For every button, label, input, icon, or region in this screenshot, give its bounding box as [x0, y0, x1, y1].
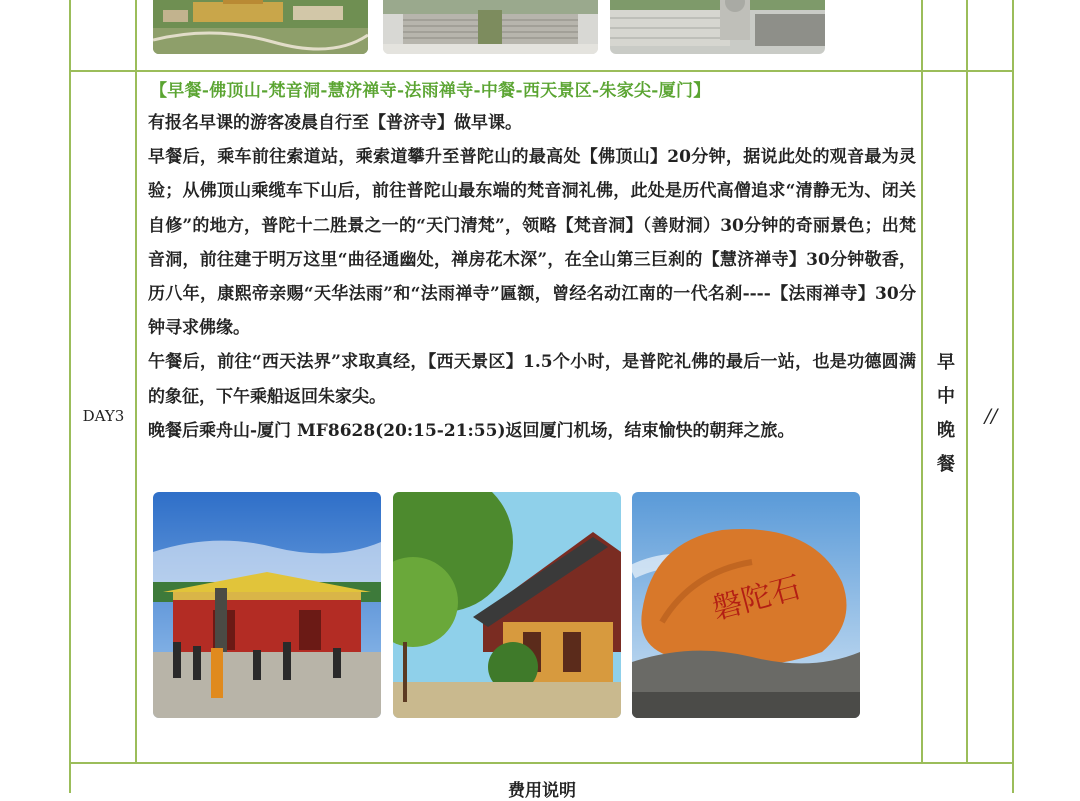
paragraph-morning-tour: 早餐后，乘车前往索道站，乘索道攀升至普陀山的最高处【佛顶山】20分钟，据说此处的观音最为灵验；从佛顶山乘缆车下山后，前往普陀山最东端的梵音洞礼佛，此处是历代高僧追求“清静无为、闭关自修”的地方，普陀十二胜景之一的“天门清梵”，领略【梵音洞】（善财洞）30分钟的奇丽景色；出梵音洞，前往建于明万这里“曲径通幽处，禅房花木深”，在全山第三巨刹的【慧济禅寺】30分钟敬香，历八年，康熙帝亲赐“天华法雨”和“法雨禅寺”匾额，曾经名动江南的一代名刹----【法雨禅寺】30分钟寻求佛缘。 [148, 147, 916, 339]
footer-title: 费用说明 [508, 781, 576, 801]
meal-breakfast: 早 [937, 352, 955, 373]
hotel-cell: // [984, 405, 998, 427]
table-border-col2 [921, 0, 923, 762]
meal-lunch: 中 [937, 386, 955, 407]
paragraph-evening-flight: 晚餐后乘舟山-厦门 MF8628(20:15-21:55)返回厦门机场，结束愉快的朝拜之旅。 [148, 420, 795, 441]
row-divider-bottom [69, 762, 1014, 764]
rock-inscription: 磐陀石 [708, 570, 805, 628]
top-photo-temple-aerial [153, 0, 368, 54]
paragraph-afternoon-tour: 午餐后，前往“西天法界”求取真经，【西天景区】1.5个小时，是普陀礼佛的最后一站，也是功德圆满的象征，下午乘船返回朱家尖。 [148, 352, 916, 407]
meal-dinner: 晚 [937, 420, 955, 441]
itinerary-text [148, 106, 916, 448]
table-border-col1 [135, 0, 137, 762]
day-label: DAY3 [82, 407, 125, 425]
top-photo-temple-steps [383, 0, 598, 54]
route-title: 【早餐-佛顶山-梵音洞-慧济禅寺-法雨禅寺-中餐-西天景区-朱家尖-厦门】 [150, 81, 711, 101]
photo-temple-trees [393, 492, 621, 718]
table-border-left [69, 0, 71, 793]
top-photo-stone-lions [610, 0, 825, 54]
table-border-right [1012, 0, 1014, 793]
row-divider-top [69, 70, 1014, 72]
meal-suffix: 餐 [937, 454, 955, 475]
meals-cell [924, 346, 968, 482]
photo-pantuo-rock [632, 492, 860, 718]
paragraph-morning-class: 有报名早课的游客凌晨自行至【普济寺】做早课。 [148, 113, 522, 133]
photo-temple-incense [153, 492, 381, 718]
